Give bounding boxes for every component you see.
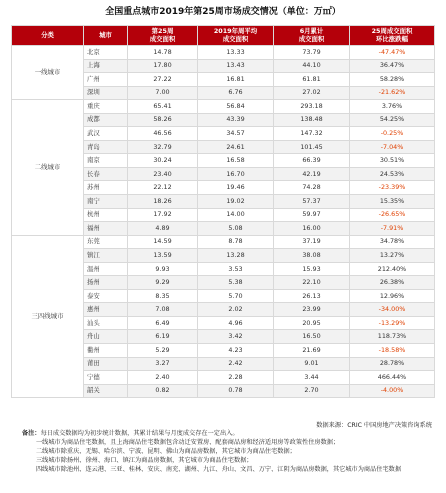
value-cell: 9.93	[128, 262, 198, 276]
city-cell: 韶关	[84, 384, 128, 398]
change-cell: 58.28%	[350, 73, 435, 87]
notes-label: 备注：	[22, 430, 41, 437]
change-cell: -7.04%	[350, 140, 435, 154]
city-cell: 长春	[84, 167, 128, 181]
value-cell: 2.70	[274, 384, 350, 398]
change-cell: -21.62%	[350, 86, 435, 100]
change-cell: 28.78%	[350, 357, 435, 371]
change-cell: 12.96%	[350, 289, 435, 303]
value-cell: 4.23	[198, 344, 274, 358]
value-cell: 4.89	[128, 222, 198, 236]
change-cell: -47.47%	[350, 46, 435, 60]
notes-block	[22, 430, 437, 475]
header-change: 25周成交面积 环比涨跌幅	[350, 26, 435, 46]
city-cell: 舟山	[84, 330, 128, 344]
city-cell: 南宁	[84, 195, 128, 209]
value-cell: 138.48	[274, 113, 350, 127]
city-cell: 宁德	[84, 371, 128, 385]
value-cell: 293.18	[274, 100, 350, 114]
city-cell: 东莞	[84, 235, 128, 249]
change-cell: -7.91%	[350, 222, 435, 236]
city-cell: 衢州	[84, 344, 128, 358]
header-week-area: 第25周 成交面积	[128, 26, 198, 46]
value-cell: 16.50	[274, 330, 350, 344]
category-cell: 一线城市	[12, 46, 84, 100]
change-cell: -4.00%	[350, 384, 435, 398]
header-city: 城市	[84, 26, 128, 46]
city-cell: 福州	[84, 222, 128, 236]
value-cell: 19.02	[198, 195, 274, 209]
value-cell: 17.92	[128, 208, 198, 222]
value-cell: 16.58	[198, 154, 274, 168]
change-cell: 466.44%	[350, 371, 435, 385]
value-cell: 13.33	[198, 46, 274, 60]
notes-line: 四线城市除池州、连云港、三亚、桂林、安庆、南充、湖州、九江、舟山、文昌、万宁、江阴为商品房数据，其它城市为商品住宅数据	[36, 465, 402, 473]
value-cell: 3.42	[198, 330, 274, 344]
value-cell: 27.22	[128, 73, 198, 87]
change-cell: 118.73%	[350, 330, 435, 344]
table-row	[12, 100, 435, 114]
value-cell: 101.45	[274, 140, 350, 154]
value-cell: 32.79	[128, 140, 198, 154]
header-june-total: 6月累计 成交面积	[274, 26, 350, 46]
city-cell: 北京	[84, 46, 128, 60]
city-cell: 莆田	[84, 357, 128, 371]
source-note: 数据来源：CRIC 中国房地产决策咨询系统	[316, 422, 432, 429]
change-cell: 24.53%	[350, 167, 435, 181]
value-cell: 56.84	[198, 100, 274, 114]
city-cell: 广州	[84, 73, 128, 87]
change-cell: -18.58%	[350, 344, 435, 358]
header-category: 分类	[12, 26, 84, 46]
value-cell: 57.37	[274, 195, 350, 209]
value-cell: 8.35	[128, 289, 198, 303]
value-cell: 61.81	[274, 73, 350, 87]
city-cell: 上海	[84, 59, 128, 73]
change-cell: 13.27%	[350, 249, 435, 263]
value-cell: 6.49	[128, 316, 198, 330]
change-cell: 54.25%	[350, 113, 435, 127]
value-cell: 7.08	[128, 303, 198, 317]
change-cell: 36.47%	[350, 59, 435, 73]
value-cell: 2.02	[198, 303, 274, 317]
value-cell: 14.78	[128, 46, 198, 60]
value-cell: 16.00	[274, 222, 350, 236]
value-cell: 9.01	[274, 357, 350, 371]
value-cell: 21.69	[274, 344, 350, 358]
change-cell: -34.00%	[350, 303, 435, 317]
value-cell: 9.29	[128, 276, 198, 290]
value-cell: 18.26	[128, 195, 198, 209]
city-cell: 重庆	[84, 100, 128, 114]
value-cell: 6.19	[128, 330, 198, 344]
city-cell: 泰安	[84, 289, 128, 303]
category-cell: 二线城市	[12, 100, 84, 235]
value-cell: 3.44	[274, 371, 350, 385]
change-cell: -0.25%	[350, 127, 435, 141]
value-cell: 26.13	[274, 289, 350, 303]
city-cell: 青岛	[84, 140, 128, 154]
city-cell: 成都	[84, 113, 128, 127]
value-cell: 16.81	[198, 73, 274, 87]
value-cell: 4.96	[198, 316, 274, 330]
value-cell: 13.28	[198, 249, 274, 263]
value-cell: 2.42	[198, 357, 274, 371]
value-cell: 3.53	[198, 262, 274, 276]
value-cell: 5.70	[198, 289, 274, 303]
value-cell: 5.38	[198, 276, 274, 290]
value-cell: 34.57	[198, 127, 274, 141]
value-cell: 13.43	[198, 59, 274, 73]
value-cell: 5.29	[128, 344, 198, 358]
value-cell: 23.99	[274, 303, 350, 317]
city-cell: 扬州	[84, 276, 128, 290]
value-cell: 74.28	[274, 181, 350, 195]
value-cell: 7.00	[128, 86, 198, 100]
change-cell: -13.29%	[350, 316, 435, 330]
value-cell: 19.46	[198, 181, 274, 195]
value-cell: 58.26	[128, 113, 198, 127]
value-cell: 44.10	[274, 59, 350, 73]
value-cell: 15.93	[274, 262, 350, 276]
notes-first: 每日成交数据均为初步统计数据，其累计结果与月度成交存在一定出入。	[40, 430, 239, 437]
value-cell: 13.59	[128, 249, 198, 263]
value-cell: 6.76	[198, 86, 274, 100]
value-cell: 38.08	[274, 249, 350, 263]
city-cell: 惠州	[84, 303, 128, 317]
change-cell: 212.40%	[350, 262, 435, 276]
page-title: 全国重点城市2019年第25周市场成交情况（单位：万㎡）	[105, 7, 341, 17]
city-cell: 温州	[84, 262, 128, 276]
value-cell: 5.08	[198, 222, 274, 236]
city-cell: 苏州	[84, 181, 128, 195]
value-cell: 65.41	[128, 100, 198, 114]
header-row	[12, 26, 435, 46]
value-cell: 37.19	[274, 235, 350, 249]
value-cell: 22.10	[274, 276, 350, 290]
value-cell: 14.00	[198, 208, 274, 222]
category-cell: 三四线城市	[12, 235, 84, 398]
header-avg-area: 2019年周平均 成交面积	[198, 26, 274, 46]
value-cell: 27.02	[274, 86, 350, 100]
value-cell: 17.80	[128, 59, 198, 73]
value-cell: 22.12	[128, 181, 198, 195]
value-cell: 43.39	[198, 113, 274, 127]
value-cell: 46.56	[128, 127, 198, 141]
table-row	[12, 235, 435, 249]
change-cell: 30.51%	[350, 154, 435, 168]
value-cell: 30.24	[128, 154, 198, 168]
value-cell: 20.95	[274, 316, 350, 330]
city-cell: 杭州	[84, 208, 128, 222]
value-cell: 59.97	[274, 208, 350, 222]
change-cell: 26.38%	[350, 276, 435, 290]
value-cell: 24.61	[198, 140, 274, 154]
city-cell: 深圳	[84, 86, 128, 100]
value-cell: 16.70	[198, 167, 274, 181]
city-cell: 汕头	[84, 316, 128, 330]
value-cell: 73.79	[274, 46, 350, 60]
change-cell: -26.65%	[350, 208, 435, 222]
value-cell: 42.19	[274, 167, 350, 181]
notes-line: 三线城市除扬州、徐州、海口、镇江为商品房数据，其它城市为商品住宅数据；	[36, 456, 253, 464]
notes-line: 一线城市为商品住宅数据，且上海商品住宅数据包含动迁安置房、配套商品房和经济适用房等政策性住房数据；	[36, 438, 340, 446]
value-cell: 66.39	[274, 154, 350, 168]
value-cell: 0.78	[198, 384, 274, 398]
change-cell: 3.76%	[350, 100, 435, 114]
value-cell: 147.32	[274, 127, 350, 141]
table-row	[12, 46, 435, 60]
data-table	[11, 25, 435, 398]
city-cell: 武汉	[84, 127, 128, 141]
value-cell: 0.82	[128, 384, 198, 398]
city-cell: 镇江	[84, 249, 128, 263]
value-cell: 23.40	[128, 167, 198, 181]
change-cell: -23.39%	[350, 181, 435, 195]
change-cell: 34.78%	[350, 235, 435, 249]
value-cell: 14.59	[128, 235, 198, 249]
notes-line: 二线城市除重庆、无锡、哈尔滨、宁波、昆明、佛山为商品房数据，其它城市为商品住宅数据；	[36, 447, 296, 455]
value-cell: 2.40	[128, 371, 198, 385]
change-cell: 15.35%	[350, 195, 435, 209]
value-cell: 8.78	[198, 235, 274, 249]
value-cell: 2.28	[198, 371, 274, 385]
value-cell: 3.27	[128, 357, 198, 371]
city-cell: 南京	[84, 154, 128, 168]
